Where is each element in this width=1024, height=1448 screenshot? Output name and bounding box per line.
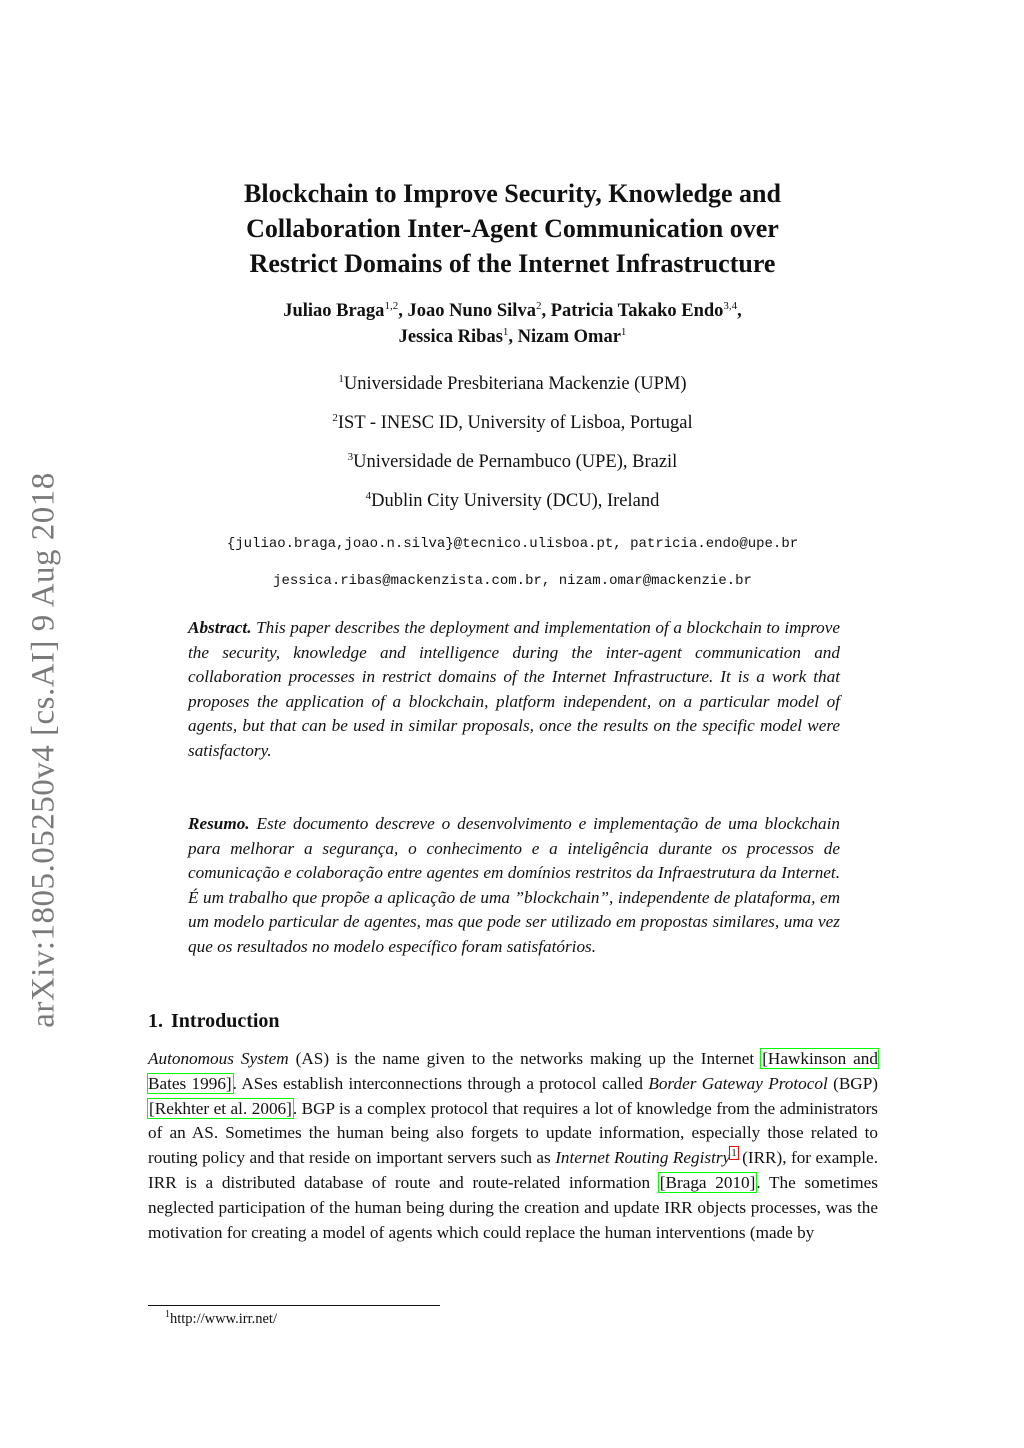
citation-link[interactable]: [Hawkinson and Bates 1996] (148, 1049, 878, 1093)
body-text: . ASes establish interconnections through a protocol called (232, 1073, 649, 1093)
email-line: {juliao.braga,joao.n.silva}@tecnico.ulisboa.pt, patricia.endo@upe.br (226, 536, 799, 552)
resumo-label: Resumo. (188, 814, 250, 833)
term-italic: Autonomous System (148, 1049, 289, 1068)
abstract-text: This paper describes the deployment and implementation of a blockchain to improve the security, knowledge and intelligence during the inter-agent communication and collaboration processes in restrict domains of the Internet Infrastructure. It is a work that proposes the application of a blockchain, platform independent, on a particular model of agents, but that can be used in similar proposals, once the results on the specific model were satisfactory. (188, 618, 840, 760)
author-name: Juliao Braga (283, 301, 385, 321)
affiliation-sup: 2 (332, 412, 338, 424)
author-line (150, 324, 875, 350)
author-sep: , (541, 301, 551, 321)
abstract (188, 616, 840, 763)
author-name: Joao Nuno Silva (407, 301, 536, 321)
affiliation (150, 491, 875, 512)
footnote-url[interactable]: http://www.irr.net/ (170, 1311, 277, 1327)
body-text: . The sometimes neglected participation of the human being during the creation and update IRR objects processes, was the motivation for creating a model of agents which could replace the human interventions (made by (148, 1172, 878, 1242)
author-list (150, 298, 875, 350)
body-text: (BGP) (827, 1073, 878, 1093)
section-heading (148, 1010, 280, 1033)
resumo-text: Este documento descreve o desenvolvimento e implementação de uma blockchain para melhorar a segurança, o conhecimento e a inteligência durante os processos de comunicação e colaboração entre agentes em domínios restritos da Infraestrutura da Internet. É um trabalho que propõe a aplicação de uma ”blockchain”, independente de plataforma, em um modelo particular de agentes, mas que pode ser utilizado em propostas similares, uma vez que os resultados no modelo específico foram satisfatórios. (188, 814, 840, 956)
affiliation (150, 452, 875, 473)
affiliation-sup: 4 (365, 490, 372, 502)
citation-link[interactable]: [Braga 2010] (659, 1172, 756, 1192)
author-affil-sup: 1 (502, 326, 509, 338)
affiliation-text: IST - INESC ID, University of Lisboa, Portugal (337, 413, 693, 433)
author-affil-sup: 1 (620, 326, 627, 338)
author-name: Nizam Omar (517, 327, 621, 347)
title-line: Blockchain to Improve Security, Knowledge and (244, 179, 781, 208)
citation-link[interactable]: [Rekhter et al. 2006] (149, 1098, 292, 1118)
author-sep: , (508, 327, 518, 347)
title-line: Restrict Domains of the Internet Infrastructure (249, 249, 776, 278)
affiliation-text: Universidade de Pernambuco (UPE), Brazil (353, 452, 678, 472)
body-text: (AS) is the name given to the networks making up the Internet (288, 1049, 762, 1068)
footnote-link[interactable]: 1 (731, 1147, 737, 1160)
paper-title (150, 176, 875, 281)
term-italic: Internet Routing Registry (555, 1148, 731, 1168)
affiliation-sup: 1 (338, 373, 344, 385)
section-number: 1. (148, 1010, 163, 1032)
body-text: (IRR), for example. IRR is a distributed database of route and route-related information (148, 1148, 878, 1192)
arxiv-id-label: arXiv:1805.05250v4 [cs.AI] 9 Aug 2018 (25, 472, 62, 1028)
affiliation-sup: 3 (347, 451, 354, 463)
author-affil-sup: 2 (535, 300, 542, 312)
footnote (165, 1311, 277, 1328)
author-affil-sup: 3,4 (723, 300, 738, 312)
affiliation-text: Dublin City University (DCU), Ireland (371, 491, 660, 511)
term-italic: Border Gateway Protocol (648, 1073, 828, 1093)
intro-paragraph (148, 1047, 878, 1245)
author-sep: , (398, 301, 408, 321)
arxiv-sidebar (16, 455, 72, 1045)
author-name: Jessica Ribas (398, 327, 503, 347)
footnote-divider (148, 1305, 440, 1306)
affiliation (150, 413, 875, 434)
author-sep: , (737, 301, 742, 321)
email-line: jessica.ribas@mackenzista.com.br, nizam.omar@mackenzie.br (273, 573, 752, 589)
title-line: Collaboration Inter-Agent Communication over (246, 214, 779, 243)
footnote-sup: 1 (165, 1309, 170, 1320)
affiliation (150, 374, 875, 395)
author-affil-sup: 1,2 (384, 300, 399, 312)
section-title: Introduction (171, 1010, 280, 1032)
author-name: Patricia Takako Endo (550, 301, 724, 321)
affiliation-text: Universidade Presbiteriana Mackenzie (UPM) (343, 374, 687, 394)
author-line (150, 298, 875, 324)
body-text: . BGP is a complex protocol that requires a lot of knowledge from the administrators of an AS. Sometimes the human being also forgets to update information, especially those related to routing policy and that reside on important servers such as (148, 1098, 878, 1168)
resumo (188, 812, 840, 959)
abstract-label: Abstract. (188, 618, 252, 637)
